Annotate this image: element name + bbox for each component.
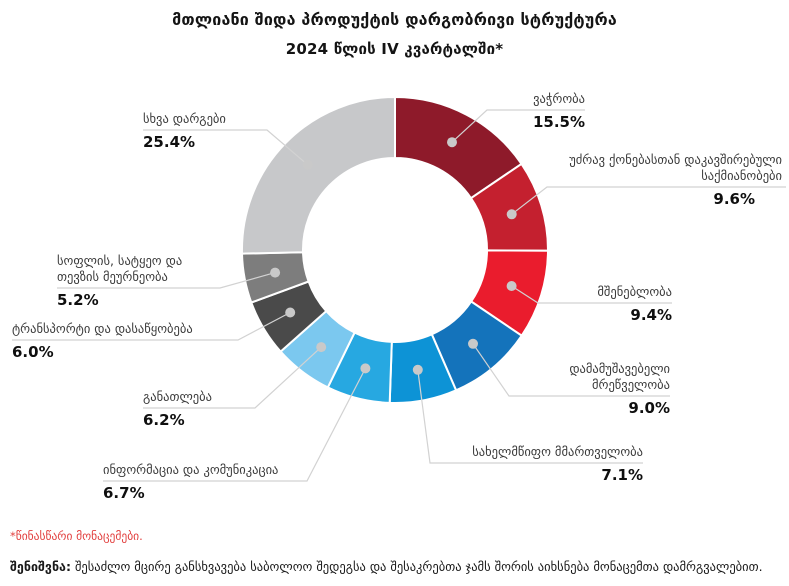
leader-dot-5 xyxy=(360,363,370,373)
segment-pct: 6.7% xyxy=(103,484,145,502)
segment-name: განათლება xyxy=(143,388,212,404)
leader-dot-6 xyxy=(316,342,326,352)
segment-pct: 9.0% xyxy=(628,399,670,417)
segment-name: ტრანსპორტი და დასაწყობება xyxy=(12,320,193,336)
segment-label-public-administration xyxy=(430,443,643,484)
donut-segments xyxy=(242,97,548,403)
segment-name: მშენებლობა xyxy=(597,283,672,299)
segment-label-trade xyxy=(487,90,585,131)
chart-title: მთლიანი შიდა პროდუქტის დარგობრივი სტრუქტურა xyxy=(172,10,617,29)
preliminary-data-footnote: *წინასწარი მონაცემები. xyxy=(10,529,143,543)
segment-pct: 9.6% xyxy=(713,190,755,208)
leader-dot-4 xyxy=(413,365,423,375)
leader-dot-1 xyxy=(507,209,517,219)
segment-pct: 15.5% xyxy=(532,113,585,131)
segment-name: უძრავ ქონებასთან დაკავშირებული საქმიანობები xyxy=(569,151,782,183)
leader-dot-2 xyxy=(507,281,517,291)
rounding-note xyxy=(10,559,763,574)
leader-dot-0 xyxy=(447,137,457,147)
segment-label-construction xyxy=(538,283,672,324)
leader-dot-8 xyxy=(270,268,280,278)
segment-name: დამამუშავებელი მრეწველობა xyxy=(569,360,670,392)
donut-segment-9[interactable] xyxy=(242,97,395,254)
segment-pct: 25.4% xyxy=(143,133,196,151)
segment-name: ინფორმაცია და კომუნიკაცია xyxy=(103,461,279,477)
segment-label-transport-storage xyxy=(12,320,238,361)
segment-pct: 7.1% xyxy=(601,466,643,484)
segment-label-information-communication xyxy=(103,461,307,502)
leader-dot-3 xyxy=(468,339,478,349)
rounding-note-label: შენიშვნა: xyxy=(10,559,71,574)
leader-dot-9 xyxy=(303,160,313,170)
segment-pct: 5.2% xyxy=(57,291,99,309)
segment-label-real-estate xyxy=(547,151,786,208)
segment-label-manufacturing xyxy=(509,360,670,417)
leader-dot-7 xyxy=(285,308,295,318)
segment-label-education xyxy=(143,388,255,429)
segment-name: სოფლის, სატყეო და თევზის მეურნეობა xyxy=(57,252,183,284)
segment-pct: 6.2% xyxy=(143,411,185,429)
segment-label-other-sectors xyxy=(143,110,267,151)
segment-name: ვაჭრობა xyxy=(533,90,585,106)
segment-name: სახელმწიფო მმართველობა xyxy=(472,443,643,459)
segment-pct: 6.0% xyxy=(12,343,54,361)
segment-name: სხვა დარგები xyxy=(143,110,226,126)
segment-label-agriculture xyxy=(57,252,220,309)
chart-subtitle: 2024 წლის IV კვარტალში* xyxy=(285,40,504,58)
rounding-note-text: შესაძლო მცირე განსხვავება საბოლოო შედეგსა და შესაკრებთა ჯამს შორის აიხსნება მონაცემთა დამრგვალებით. xyxy=(70,559,763,574)
segment-pct: 9.4% xyxy=(630,306,672,324)
